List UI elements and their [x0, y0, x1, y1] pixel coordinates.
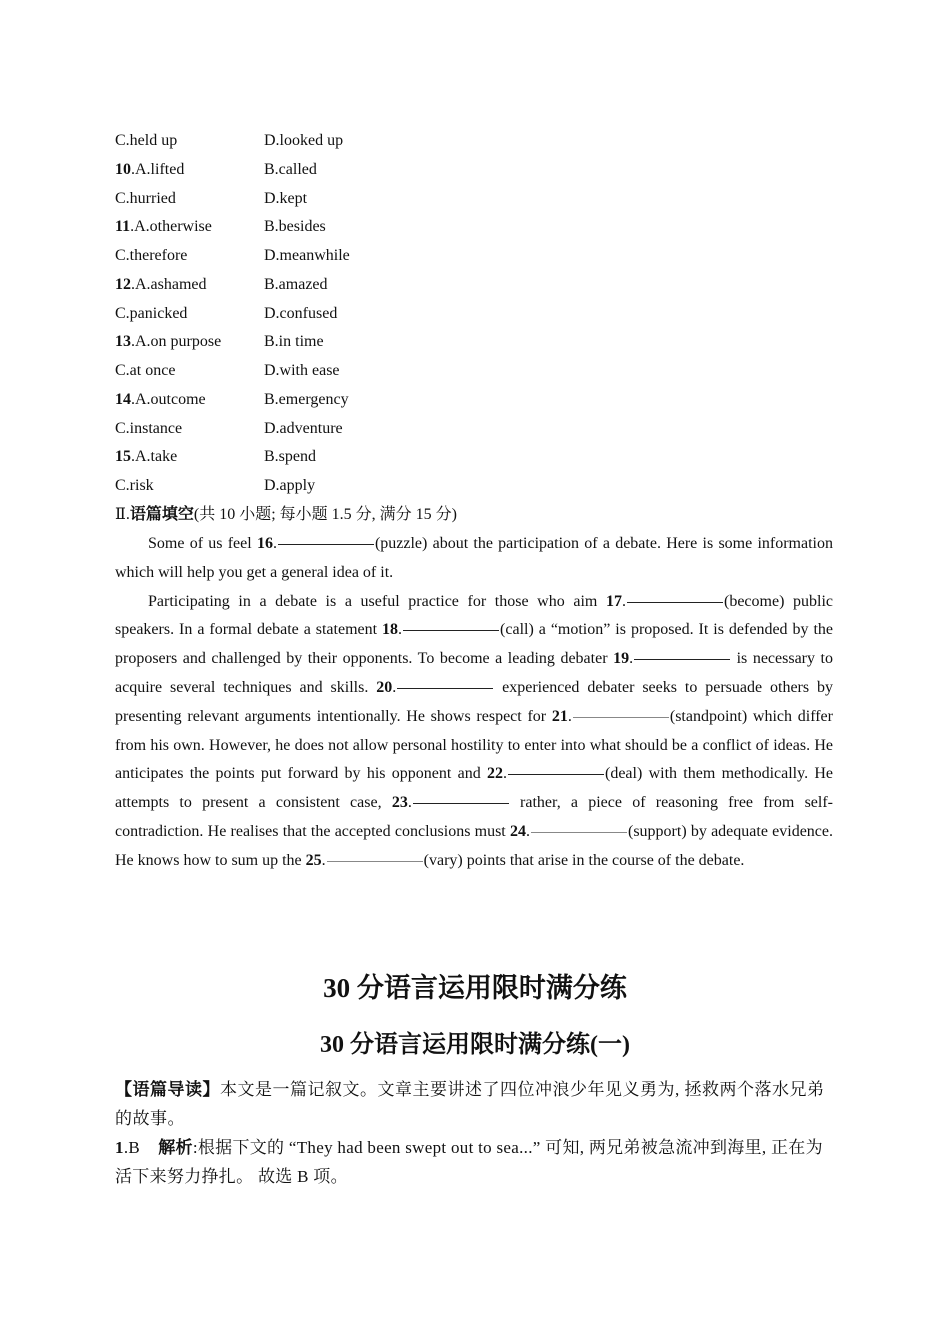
option-row: 11.A.otherwise B.besides: [115, 218, 326, 235]
answer-explanation: [115, 1133, 835, 1191]
section-label: 语篇填空: [129, 506, 194, 523]
answer-blank[interactable]: [531, 831, 627, 833]
blank-number: 24: [509, 822, 526, 840]
answer-blank[interactable]: [627, 601, 723, 603]
answer-blank[interactable]: [573, 716, 669, 718]
answer-blank[interactable]: [327, 860, 423, 862]
section-heading: Ⅱ.语篇填空(共 10 小题; 每小题 1.5 分, 满分 15 分): [115, 506, 457, 523]
blank-number: 21: [551, 707, 568, 725]
question-number: 10: [115, 161, 131, 178]
option-row: C.risk D.apply: [115, 477, 316, 494]
section-note: (共 10 小题; 每小题 1.5 分, 满分 15 分): [193, 506, 457, 523]
passage-paragraph: Some of us feel 16. (puzzle) about the participation of a debate. Here is some information which will help you get a general idea of it.: [115, 535, 833, 581]
passage-guide: [115, 1075, 835, 1133]
option-row: C.at once D.with ease: [115, 362, 340, 379]
option-row: C.panicked D.confused: [115, 305, 338, 322]
blank-number: 18: [382, 621, 399, 639]
option-row: C.instance D.adventure: [115, 420, 343, 437]
answer-number: 1: [115, 1138, 124, 1157]
blank-number: 20: [376, 678, 393, 696]
answer-blank[interactable]: [397, 687, 493, 689]
option-row: 14.A.outcome B.emergency: [115, 391, 349, 408]
passage: [115, 530, 833, 876]
option-row: C.hurried D.kept: [115, 190, 308, 207]
blank-number: 25: [305, 851, 322, 869]
question-number: 15: [115, 448, 131, 465]
answer-blank[interactable]: [634, 658, 730, 660]
analysis-label: 解析: [158, 1138, 193, 1157]
question-number: 11: [115, 218, 131, 235]
answer-blank[interactable]: [508, 773, 604, 775]
answer-blank[interactable]: [278, 543, 374, 545]
option-row: 15.A.take B.spend: [115, 448, 316, 465]
option-row: 13.A.on purpose B.in time: [115, 333, 324, 350]
blank-number: 16: [256, 535, 273, 552]
guide-label: 【语篇导读】: [115, 1080, 220, 1099]
option-row: 12.A.ashamed B.amazed: [115, 276, 328, 293]
section-title: 30 分语言运用限时满分练(一): [320, 1032, 630, 1058]
passage-paragraph: Participating in a debate is a useful practice for those who aim 17. (become) public speakers. In a formal debate a statement 18. (call) a “motion” is proposed. It is defended by the proposers and challenged by their opponents. To become a leading debater 19. is necessary to acquire several techniques and skills. 20. experienced debater seeks to persuade others by presenting relevant arguments intentionally. He shows respect for 21. (standpoint) which differ from his own. However, he does not allow personal hostility to enter into what should be a conflict of ideas. He anticipates the points put forward by his opponent and 22. (deal) with them methodically. He attempts to present a consistent case, 23. rather, a piece of reasoning free from self-contradiction. He realises that the accepted conclusions must 24. (support) by adequate evidence. He knows how to sum up the 25. (vary) points that arise in the course of the debate.: [115, 592, 834, 869]
question-number: 14: [115, 391, 131, 408]
option-row: C.held up D.looked up: [115, 132, 344, 149]
blank-number: 23: [391, 794, 408, 812]
blank-number: 22: [487, 765, 503, 783]
option-row: C.therefore D.meanwhile: [115, 247, 350, 264]
page-title: 30 分语言运用限时满分练: [323, 973, 627, 1003]
blank-number: 17: [605, 592, 622, 610]
guide-text: 本文是一篇记叙文。文章主要讲述了四位冲浪少年见义勇为, 拯救两个落水兄弟的故事。: [115, 1080, 825, 1128]
question-number: 12: [115, 276, 131, 293]
answer-choice: .B: [123, 1138, 141, 1157]
question-number: 13: [115, 333, 131, 350]
blank-number: 19: [613, 650, 630, 668]
answer-blank[interactable]: [403, 629, 499, 631]
option-row: 10.A.lifted B.called: [115, 161, 317, 178]
answer-blank[interactable]: [413, 802, 509, 804]
analysis-text: :根据下文的 “They had been swept out to sea...” 可知, 两兄弟被急流冲到海里, 正在为活下来努力挣扎。 故选 B 项。: [115, 1138, 823, 1186]
